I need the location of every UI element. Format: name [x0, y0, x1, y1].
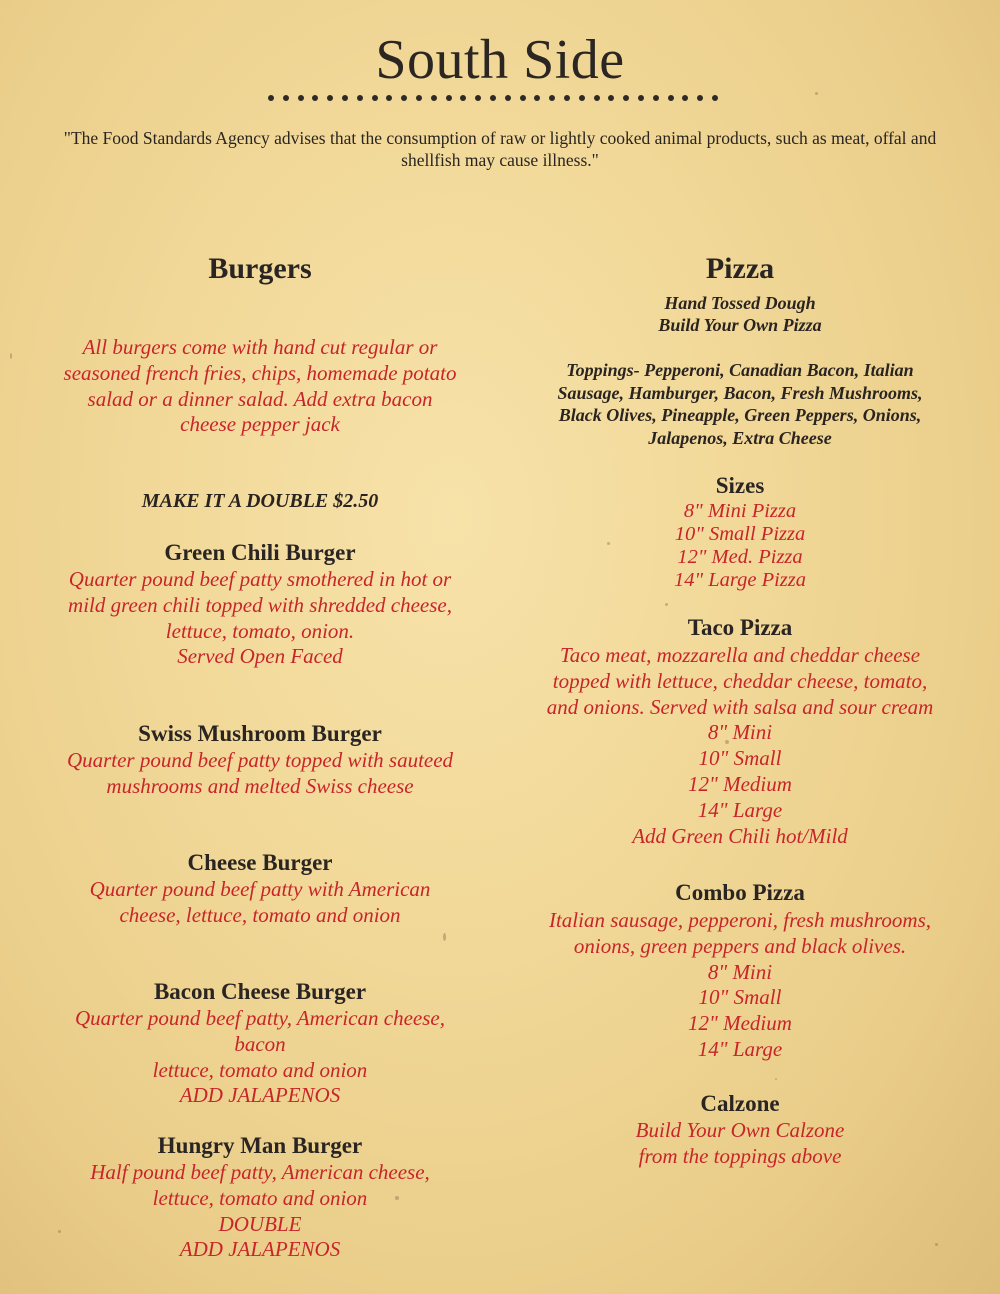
pizza-heading: Pizza [705, 252, 775, 285]
desc-line: 14" Large [697, 1036, 783, 1061]
size-line: 12" Med. Pizza [677, 546, 803, 568]
desc-line: 8" Mini [707, 959, 773, 984]
pizza-toppings [520, 359, 960, 449]
paper-speck [815, 92, 818, 95]
paper-speck [775, 1078, 777, 1080]
desc-line: and onions. Served with salsa and sour cream [546, 694, 934, 719]
desc-line: Italian sausage, pepperoni, fresh mushrooms, [548, 908, 932, 932]
intro-line: salad or a dinner salad. Add extra bacon [87, 386, 433, 411]
desc-line: Quarter pound beef patty smothered in hot or [68, 567, 452, 591]
desc-line: mushrooms and melted Swiss cheese [106, 773, 414, 798]
calzone-name: Calzone [700, 1091, 780, 1116]
food-standards-advisory: "The Food Standards Agency advises that the consumption of raw or lightly cooked animal products, such as meat, offal and shellfish may cause illness." [63, 128, 937, 170]
desc-line: DOUBLE [218, 1211, 302, 1236]
taco-pizza-desc [520, 643, 960, 849]
desc-line: ADD JALAPENOS [179, 1083, 341, 1108]
desc-line: Quarter pound beef patty, American cheese, [75, 1006, 445, 1030]
desc-line: 12" Medium [688, 1011, 792, 1036]
desc-line: Build Your Own Calzone [635, 1118, 845, 1142]
cheese-burger-desc [40, 877, 480, 929]
swiss-mushroom-burger-name: Swiss Mushroom Burger [138, 721, 382, 746]
intro-line: cheese pepper jack [180, 412, 340, 437]
desc-line: from the toppings above [638, 1143, 842, 1168]
toppings-line: Sausage, Hamburger, Bacon, Fresh Mushrooms, [557, 382, 923, 403]
desc-line: onions, green peppers and black olives. [573, 933, 907, 958]
desc-line: 10" Small [698, 985, 782, 1010]
toppings-line: Toppings- Pepperoni, Canadian Bacon, Italian [566, 360, 914, 380]
desc-line: Taco meat, mozzarella and cheddar cheese [559, 643, 921, 667]
green-chili-burger-name: Green Chili Burger [164, 540, 356, 565]
bacon-cheese-burger-desc [40, 1006, 480, 1109]
hungry-man-burger-desc [40, 1160, 480, 1263]
sizes-heading: Sizes [715, 473, 765, 498]
sizes-list [520, 500, 960, 592]
intro-line: seasoned french fries, chips, homemade potato [63, 360, 457, 385]
calzone-desc [520, 1118, 960, 1170]
menu-title: South Side [375, 29, 625, 91]
subtitle-line: Build Your Own Pizza [658, 315, 822, 335]
toppings-line: Black Olives, Pineapple, Green Peppers, Onions, [558, 405, 922, 425]
burgers-intro [40, 335, 480, 438]
subtitle-line: Hand Tossed Dough [664, 293, 816, 313]
double-note: MAKE IT A DOUBLE $2.50 [141, 490, 379, 512]
pizza-subtitle [520, 292, 960, 336]
burgers-heading: Burgers [208, 252, 312, 285]
desc-line: topped with lettuce, cheddar cheese, tomato, [552, 668, 928, 693]
size-line: 14" Large Pizza [674, 569, 806, 591]
desc-line: Served Open Faced [177, 644, 343, 669]
combo-pizza-name: Combo Pizza [675, 880, 805, 905]
hungry-man-burger-name: Hungry Man Burger [157, 1133, 363, 1158]
cheese-burger-name: Cheese Burger [187, 850, 333, 875]
paper-speck [10, 353, 12, 359]
combo-pizza-desc [520, 908, 960, 1063]
desc-line: 12" Medium [688, 771, 792, 796]
desc-line: 8" Mini [707, 720, 773, 745]
desc-line: 14" Large [697, 797, 783, 822]
taco-pizza-name: Taco Pizza [687, 615, 793, 640]
desc-line: ADD JALAPENOS [179, 1237, 341, 1262]
size-line: 8" Mini Pizza [683, 500, 797, 522]
desc-line: Quarter pound beef patty topped with sauteed [66, 748, 454, 772]
desc-line: Half pound beef patty, American cheese, [90, 1160, 430, 1184]
desc-line: lettuce, tomato and onion [152, 1185, 368, 1210]
desc-line: lettuce, tomato and onion [152, 1057, 368, 1082]
intro-line: All burgers come with hand cut regular or [82, 335, 438, 359]
green-chili-burger-desc [40, 567, 480, 670]
desc-line: 10" Small [698, 746, 782, 771]
desc-line: cheese, lettuce, tomato and onion [119, 902, 401, 927]
desc-line: Quarter pound beef patty with American [89, 877, 431, 901]
toppings-line: Jalapenos, Extra Cheese [648, 427, 832, 448]
title-divider [268, 93, 718, 103]
desc-line: mild green chili topped with shredded cheese, [68, 592, 452, 617]
paper-speck [935, 1243, 938, 1246]
bacon-cheese-burger-name: Bacon Cheese Burger [153, 979, 367, 1004]
size-line: 10" Small Pizza [674, 523, 806, 545]
desc-line: bacon [234, 1031, 286, 1056]
desc-line: lettuce, tomato, onion. [165, 618, 355, 643]
swiss-mushroom-burger-desc [40, 748, 480, 800]
paper-speck [443, 933, 446, 941]
paper-speck [665, 603, 668, 606]
desc-line: Add Green Chili hot/Mild [632, 823, 848, 848]
